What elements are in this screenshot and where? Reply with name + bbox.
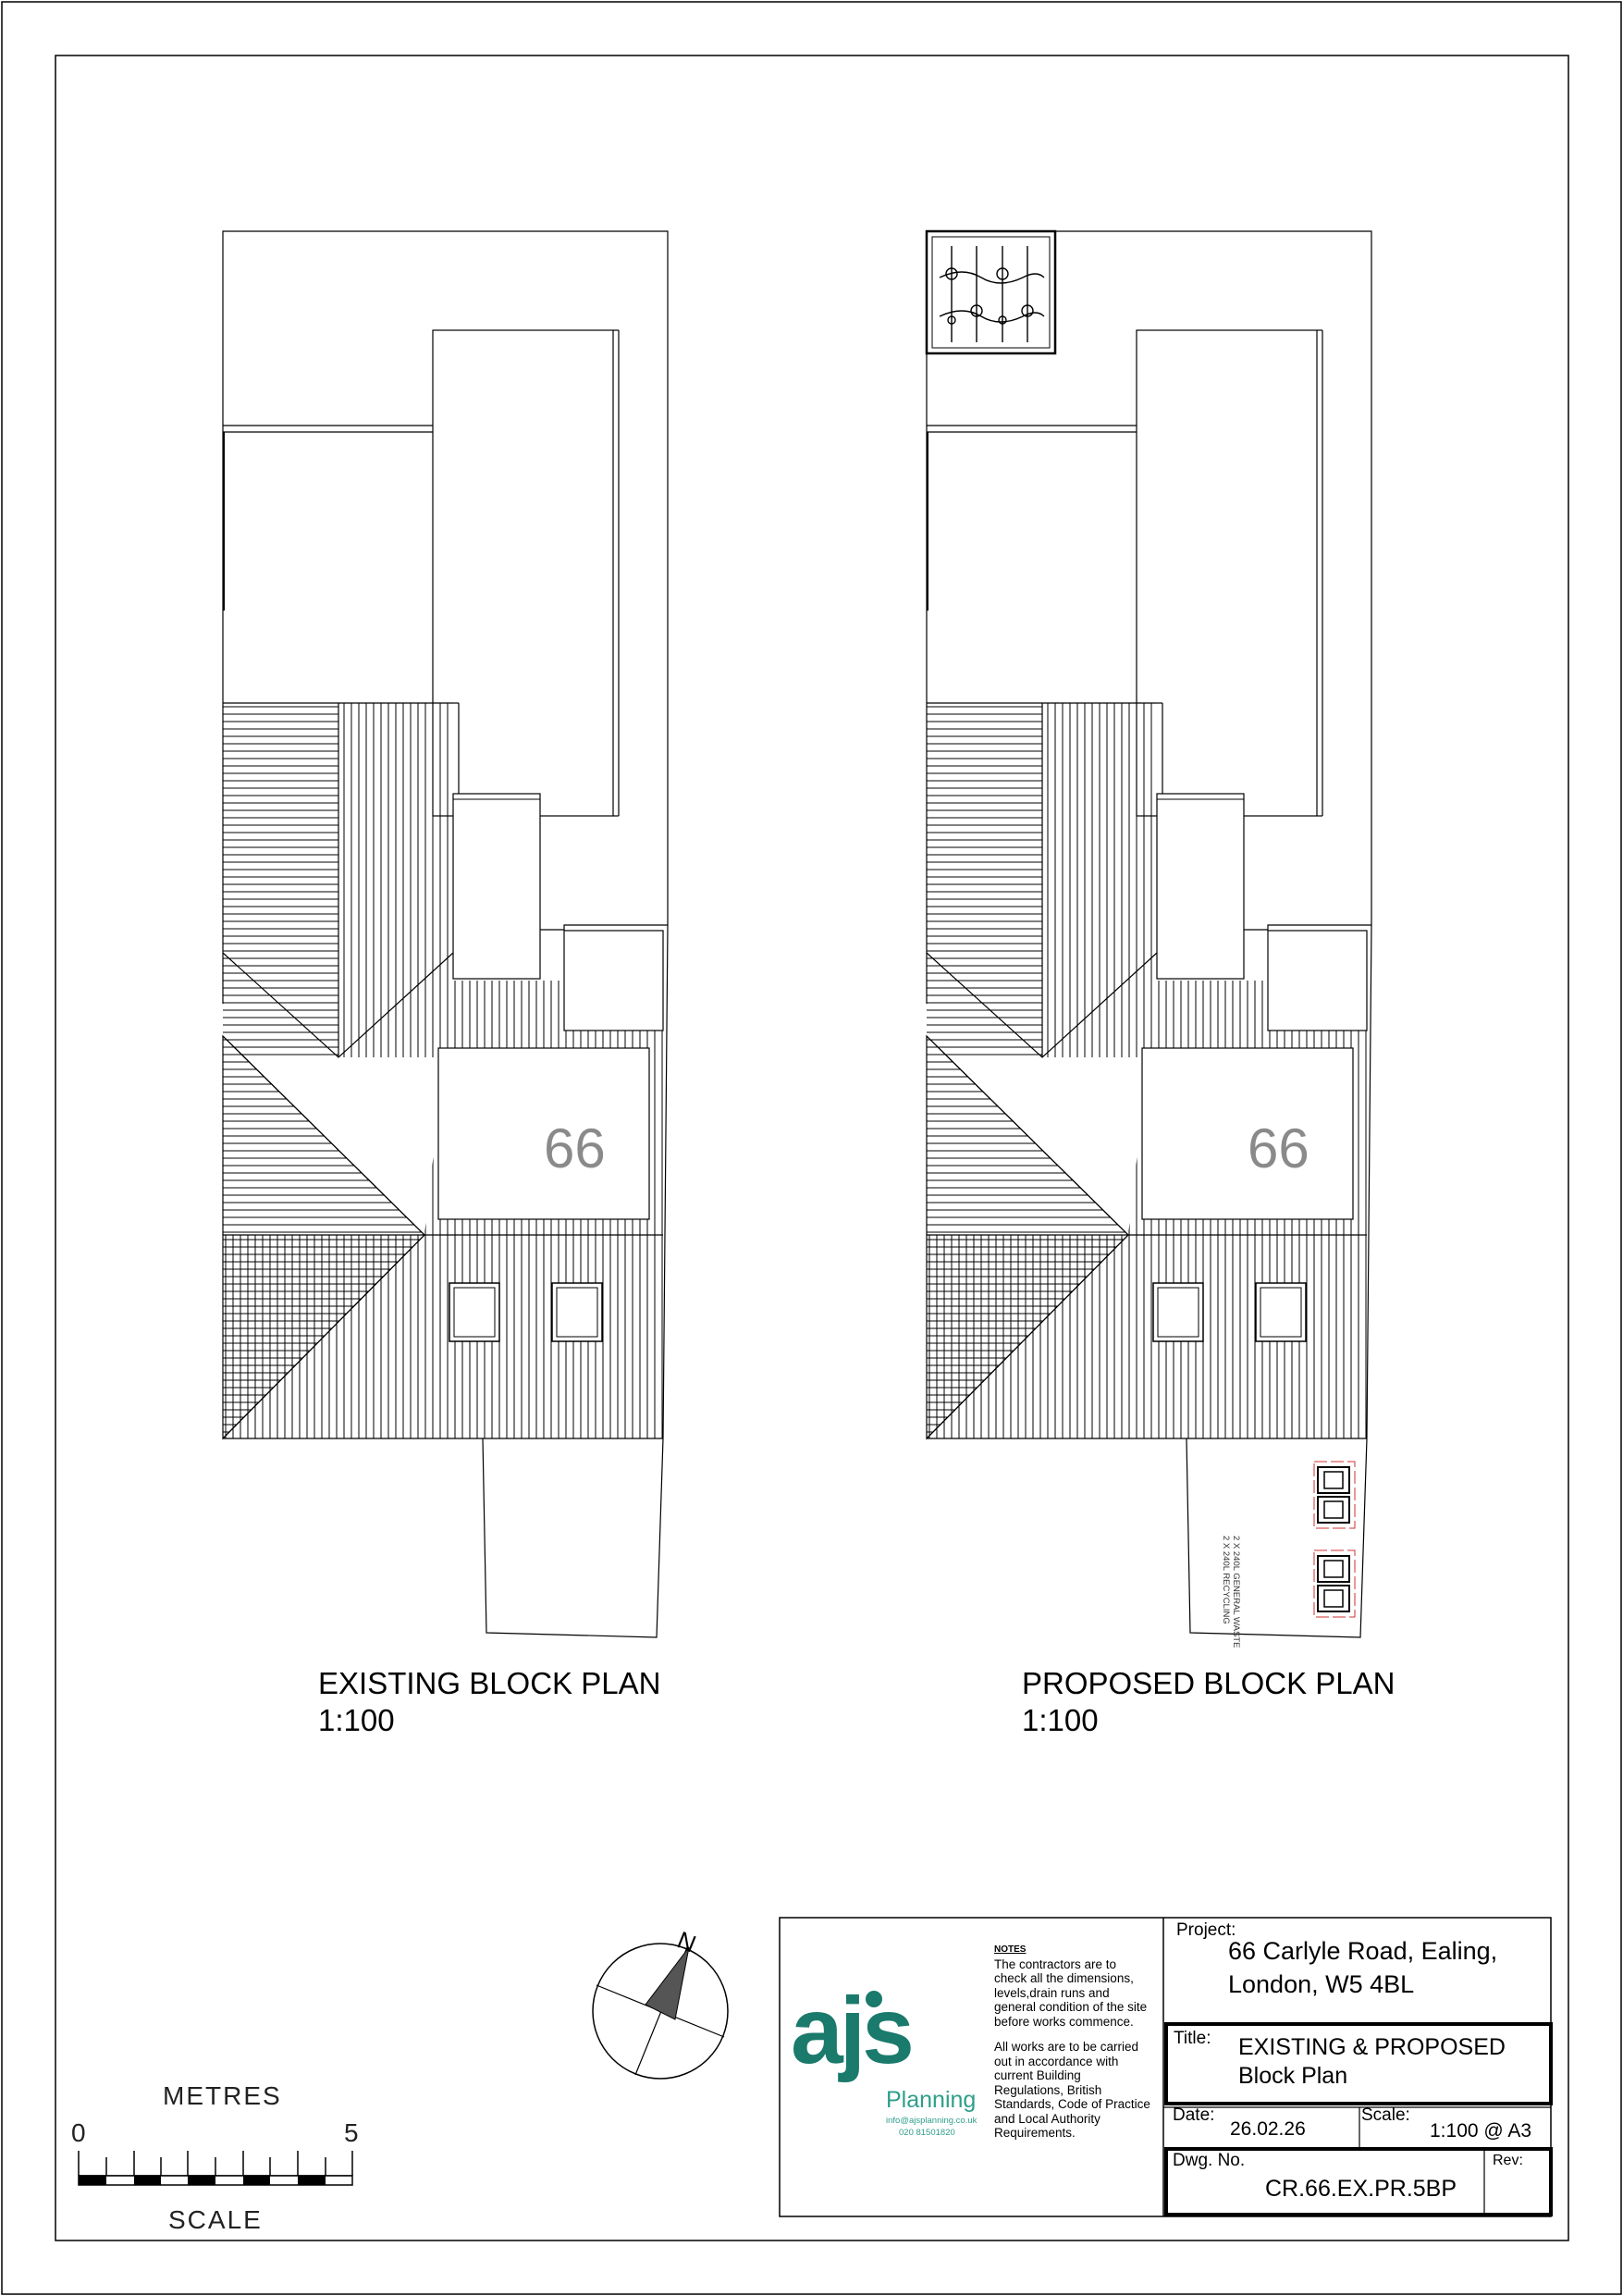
logo-phone: 020 81501820 — [899, 2128, 955, 2138]
logo-wordmark: ajs — [791, 1978, 911, 2083]
notes-paragraph-2: All works are to be carried out in accordance with current Building Regulations, British Standards, Code of Practice and Local Authority Requirements. — [994, 2040, 1150, 2140]
notes-paragraph-1: The contractors are to check all the dimensions, levels,drain runs and general condition of the site before works commence. — [994, 1957, 1148, 2029]
existing-house-number: 66 — [544, 1117, 606, 1179]
scale-caption: SCALE — [168, 2205, 263, 2234]
scale-end: 5 — [344, 2118, 361, 2147]
title-label: Title: — [1174, 2029, 1211, 2048]
bin-note-recycling: 2 X 240L RECYCLING — [1221, 1536, 1231, 1624]
existing-plan-scale: 1:100 — [318, 1703, 395, 1737]
logo-email: info@ajsplanning.co.uk — [886, 2116, 977, 2126]
proposed-plan-scale: 1:100 — [1022, 1703, 1099, 1737]
bin-note-general: 2 X 240L GENERAL WASTE — [1231, 1536, 1241, 1648]
project-line-2: London, W5 4BL — [1228, 1970, 1415, 1998]
date-label: Date: — [1173, 2105, 1215, 2125]
scale-heading: METRES — [163, 2081, 282, 2110]
scale-start: 0 — [71, 2118, 88, 2147]
notes — [994, 1943, 1151, 2152]
title-line-1: EXISTING & PROPOSED — [1238, 2034, 1506, 2060]
project-label: Project: — [1176, 1920, 1236, 1940]
date-value: 26.02.26 — [1230, 2118, 1306, 2140]
cycle-store — [927, 231, 1055, 353]
proposed-plan-title: PROPOSED BLOCK PLAN — [1022, 1666, 1396, 1700]
north-arrow — [593, 1944, 728, 2079]
scale-label: Scale: — [1361, 2105, 1410, 2125]
project-line-1: 66 Carlyle Road, Ealing, — [1228, 1937, 1498, 1965]
proposed-house-number: 66 — [1248, 1117, 1309, 1179]
existing-plan-title: EXISTING BLOCK PLAN — [318, 1666, 661, 1700]
bin-note — [1221, 1536, 1241, 1648]
drawing-number: CR.66.EX.PR.5BP — [1265, 2176, 1457, 2202]
scale-bar — [79, 2151, 352, 2185]
north-label: N — [673, 1925, 700, 1958]
logo-sub: Planning — [886, 2087, 977, 2113]
refuse-bins — [1314, 1462, 1355, 1617]
drawing-number-label: Dwg. No. — [1173, 2151, 1246, 2170]
title-line-2: Block Plan — [1238, 2063, 1348, 2089]
revision-label: Rev: — [1493, 2153, 1523, 2168]
proposed-block-plan — [927, 231, 1371, 1637]
scale-value: 1:100 @ A3 — [1430, 2120, 1532, 2142]
notes-heading: NOTES — [994, 1944, 1027, 1955]
existing-block-plan — [223, 231, 668, 1637]
